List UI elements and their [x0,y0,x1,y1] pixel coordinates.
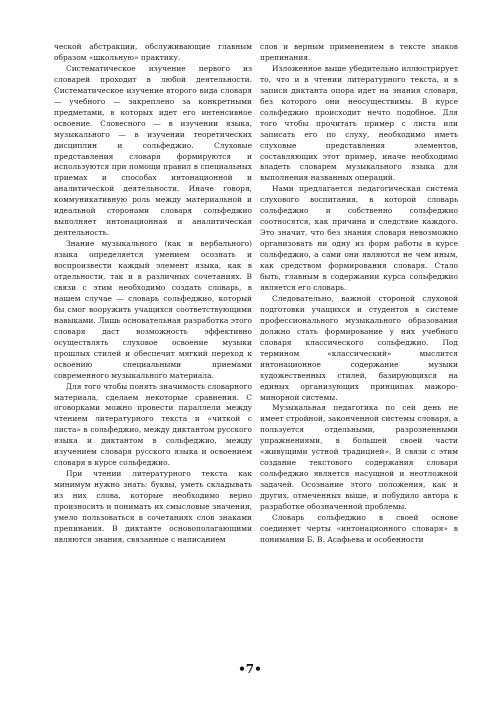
page-number: •7• [238,662,262,676]
paragraph: слов и верным применением в тексте знаков препинания. [260,42,458,62]
left-text-column [54,42,252,546]
paragraph: Систематическое изучение первого из словарей проходит в любой деятельности. Систематическое изучение второго вида словаря — учебного — закреплено за конкретными предметами, в которых идет его интенсивное освоение. Словесного — в изучении языка, музыкального — в изучении теоретических дисциплин и сольфеджио. Слуховые представления словаря формируются и используются при помощи правил в специальных приемах и способах интонационной и аналитической деятельности. Иначе говоря, коммуникативную роль между материальной и идеальной сторонами словаря сольфеджио выполняет интонационная и аналитическая деятельность. [54,63,252,238]
paragraph: При чтении литературного текста как минимум нужно знать: буквы, уметь складывать из них слова, которые необходимо верно произносить и понимать их смысловые значения, умело пользоваться в сочетаниях слов знаками препинания. В диктанте основополагающими являются знания, связанные с написанием [54,469,252,544]
paragraph: ческой абстракции, обслуживающие главным образом «школьную» практику. [54,42,252,62]
paragraph: Изложенное выше убедительно иллюстрирует то, что и в чтении литературного текста, и в записи диктанта опора идет на знания словаря, без которого они неосуществимы. В курсе сольфеджио происходит нечто подобное. Для того чтобы прочитать пример с листа или записать его по слуху, необходимо иметь слуховые представления элементов, составляющих этот пример, иначе необходимо владеть словарем музыкального языка для выполнения названных операций. [260,63,458,183]
paragraph: Для того чтобы понять значимость словарного материала, сделаем некоторые сравнения. С оговорками можно провести параллели между чтением литературного текста и «читкой с листа» в сольфеджио, между диктантом русского языка и диктантом в сольфеджио, между изучением словаря русского языка и освоением словаря в курсе сольфеджио. [54,381,252,468]
right-text-column [260,42,458,546]
paragraph: Нами предлагается педагогическая система слухового воспитания, в которой словарь сольфеджио и собственно сольфеджио соотносятся, как причина и следствие каждого. Это значит, что без знания словаря невозможно организовать ни одну из форм работы в курсе сольфеджио, а сами они являются не чем иным, как средством формирования словаря. Стало быть, главным в содержании курса сольфеджио является его словарь. [260,184,458,292]
paragraph: Музыкальная педагогика по сей день не имеет стройной, законченной системы словаря, а пользуется отдельными, разрозненными упражнениями, в большей своей части «живущими устной традицией». В связи с этим создание текстового содержания словаря сольфеджио является насущной и неотложной задачей. Осознание этого положения, как и других, отмеченных выше, и побудило автора к разработке обозначенной проблемы. [260,403,458,512]
paragraph: Следовательно, важной стороной слуховой подготовки учащихся и студентов в системе профессионального музыкального образования должно стать формирование у них учебного словаря классического сольфеджио. Под термином «классический» мыслится интонационное содержание музыки художественных стилей, базирующихся на единых организующих принципах мажоро-минорной системы. [260,293,458,402]
paragraph: Знание музыкального (как и вербального) языка определяется умением осознать и воспроизвести каждый элемент языка, как в отдельности, так и в различных сочетаниях. В связи с этим необходимо создать словарь, в нашем случае — словарь сольфеджио, который бы смог вооружить учащихся соответствующими навыками. Лишь основательная разработка этого словаря даст возможность эффективно осуществлять слуховое освоение музыки прошлых стилей и обеспечит мягкий переход к освоению специальными приемами современного музыкального материала. [54,239,252,380]
paragraph: Словарь сольфеджио в своей основе соединяет черты «интонационного словаря» в понимании Б. В. Асафьева и особенности [260,512,458,544]
